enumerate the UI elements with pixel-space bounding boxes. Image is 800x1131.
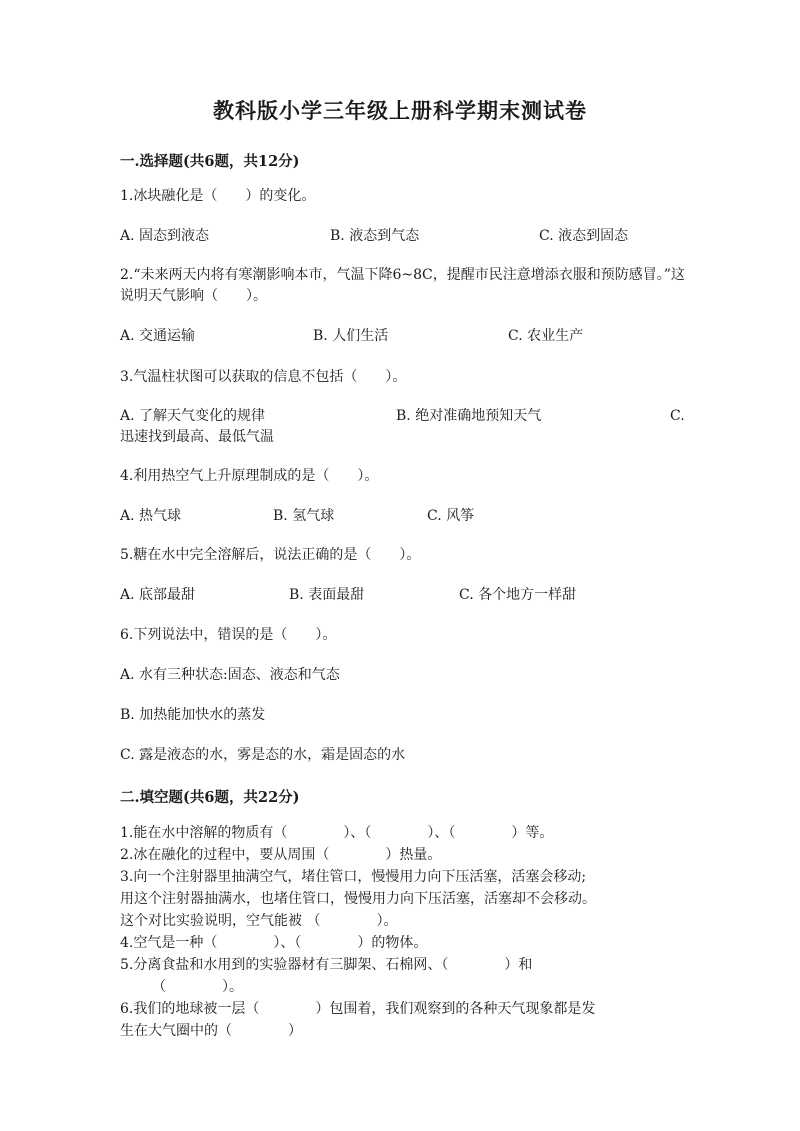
option-c-text: 迅速找到最高、最低气温 — [120, 429, 274, 445]
fill-line: 用这个注射器抽满水，也堵住管口，慢慢用力向下压活塞，活塞却不会移动。 — [120, 891, 596, 907]
section-heading-fill: 二.填空题(共6题，共22分) — [120, 789, 300, 806]
fill-line: 2.冰在融化的过程中，要从周围（ ）热量。 — [120, 847, 442, 863]
question-options — [120, 506, 690, 527]
question-stem: 4.利用热空气上升原理制成的是（ ）。 — [120, 468, 379, 484]
option-c: C. 农业生产 — [508, 328, 584, 344]
option-b: B. 氢气球 — [273, 508, 335, 524]
option-b: B. 人们生活 — [313, 328, 389, 344]
fill-line: 4.空气是一种（ ）、（ ）的物体。 — [120, 935, 428, 951]
fill-line: 3.向一个注射器里抽满空气，堵住管口，慢慢用力向下压活塞，活塞会移动; — [120, 869, 587, 885]
option-row — [120, 665, 690, 686]
option-b: B. 表面最甜 — [289, 587, 365, 603]
option-a: A. 热气球 — [120, 508, 182, 524]
exam-title: 教科版小学三年级上册科学期末测试卷 — [213, 98, 587, 123]
question-stem: 2.“未来两天内将有寒潮影响本市，气温下降6~8C，提醒市民注意增添衣服和预防感冒。”这说明天气影响（ ）。 — [120, 267, 685, 304]
option-b: B. 绝对准确地预知天气 — [396, 408, 542, 424]
option-c: C. 液态到固态 — [539, 228, 629, 244]
option-b: B. 加热能加快水的蒸发 — [120, 707, 266, 723]
option-c: C. 各个地方一样甜 — [459, 587, 577, 603]
option-c: C. 露是液态的水，雾是态的水，霜是固态的水 — [120, 747, 406, 763]
fill-line: 1.能在水中溶解的物质有（ ）、（ ）、（ ）等。 — [120, 825, 554, 841]
option-c: C. 风筝 — [427, 508, 475, 524]
option-c-continuation — [120, 427, 690, 448]
option-a: A. 了解天气变化的规律 — [120, 408, 266, 424]
option-a: A. 底部最甜 — [120, 587, 196, 603]
option-a: A. 水有三种状态:固态、液态和气态 — [120, 667, 340, 683]
question-options — [120, 326, 690, 347]
option-a: A. 固态到液态 — [120, 228, 210, 244]
fill-line: 生在大气圈中的（ ） — [120, 1023, 302, 1039]
fill-line: 这个对比实验说明，空气能被 （ ）。 — [120, 913, 398, 929]
option-a: A. 交通运输 — [120, 328, 196, 344]
fill-line: 6.我们的地球被一层（ ）包围着，我们观察到的各种天气现象都是发 — [120, 1001, 596, 1017]
question-options — [120, 406, 690, 427]
section-heading-choice: 一.选择题(共6题，共12分) — [120, 153, 300, 170]
question-stem: 3.气温柱状图可以获取的信息不包括（ ）。 — [120, 369, 407, 385]
question-options — [120, 226, 690, 247]
question-options — [120, 585, 690, 606]
question-stem: 1.冰块融化是（ ）的变化。 — [120, 188, 316, 204]
option-row — [120, 705, 690, 726]
fill-line: 5.分离食盐和水用到的实验器材有三脚架、石棉网、（ ）和 — [120, 957, 533, 973]
option-b: B. 液态到气态 — [330, 228, 420, 244]
fill-line: （ ）。 — [152, 979, 243, 995]
question-stem: 5.糖在水中完全溶解后，说法正确的是（ ）。 — [120, 547, 421, 563]
option-c: C. — [670, 408, 685, 424]
question-stem: 6.下列说法中，错误的是（ ）。 — [120, 627, 337, 643]
option-row — [120, 745, 690, 766]
